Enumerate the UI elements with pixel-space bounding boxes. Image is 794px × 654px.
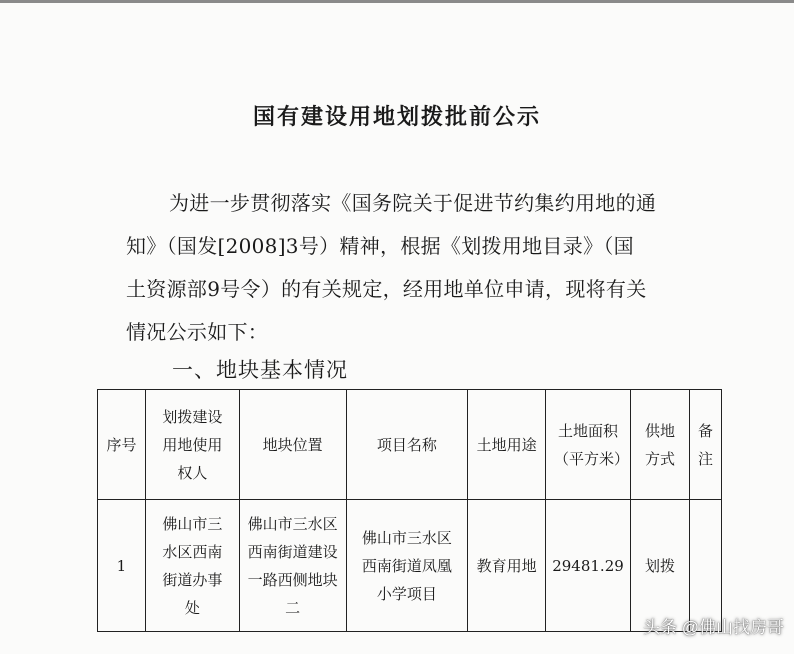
scan-edge [0, 0, 794, 3]
header-no: 序号 [98, 390, 146, 500]
cell-user: 佛山市三水区西南街道办事处 [145, 500, 239, 632]
header-remark: 备注 [689, 390, 721, 500]
notice-paragraph [126, 182, 696, 354]
cell-remark [689, 500, 721, 632]
cell-project: 佛山市三水区西南街道凤凰小学项目 [346, 500, 468, 632]
header-user: 划拨建设用地使用权人 [145, 390, 239, 500]
header-supply: 供地方式 [631, 390, 690, 500]
land-info-table [97, 389, 722, 632]
table-header-row [98, 390, 722, 500]
paragraph-line: 土资源部9号令）的有关规定，经用地单位申请，现将有关 [126, 277, 647, 301]
cell-use: 教育用地 [468, 500, 546, 632]
header-use: 土地用途 [468, 390, 546, 500]
header-project: 项目名称 [346, 390, 468, 500]
section-heading: 一、地块基本情况 [172, 358, 348, 382]
cell-area: 29481.29 [546, 500, 631, 632]
header-location: 地块位置 [239, 390, 346, 500]
cell-supply: 划拨 [631, 500, 690, 632]
watermark-label: 头条 @佛山找房哥 [643, 618, 784, 637]
table-row [98, 500, 722, 632]
cell-no: 1 [98, 500, 146, 632]
cell-location: 佛山市三水区西南街道建设一路西侧地块二 [239, 500, 346, 632]
paragraph-line: 情况公示如下： [126, 320, 269, 344]
document-title: 国有建设用地划拨批前公示 [252, 104, 541, 130]
paragraph-line: 知》（国发[2008]3号）精神，根据《划拨用地目录》（国 [126, 234, 634, 258]
header-area: 土地面积（平方米） [546, 390, 631, 500]
paragraph-line: 为进一步贯彻落实《国务院关于促进节约集约用地的通 [169, 191, 657, 215]
